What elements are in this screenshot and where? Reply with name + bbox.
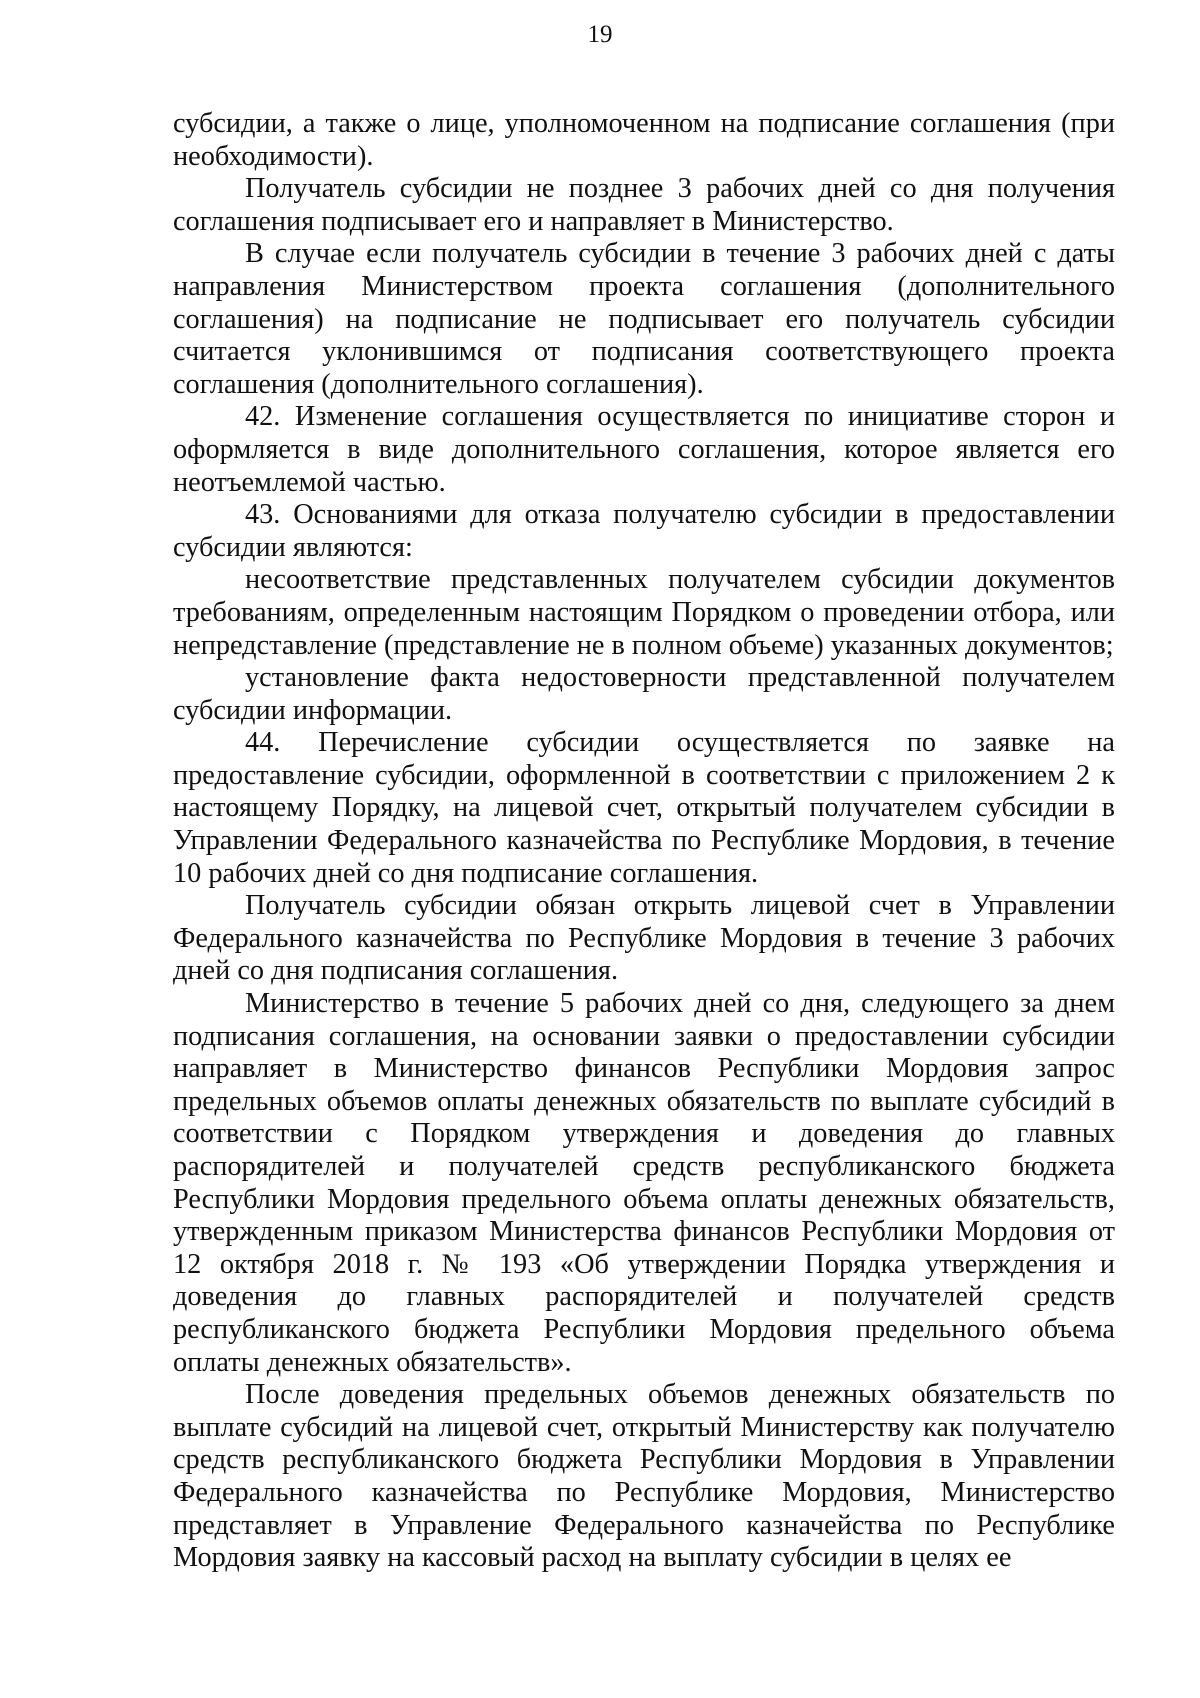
paragraph-open-account: Получатель субсидии обязан открыть лицевой счет в Управлении Федерального казначейства по Республике Мордовия в течение 3 рабочих дней со дня подписания соглашения. <box>173 890 1115 987</box>
paragraph-subsidy-signatory: субсидии, а также о лице, уполномоченном на подписание соглашения (при необходимости). <box>173 108 1115 172</box>
paragraph-clause-43: 43. Основаниями для отказа получателю субсидии в предоставлении субсидии являются: <box>173 499 1115 563</box>
paragraph-cash-expense-request: После доведения предельных объемов денежных обязательств по выплате субсидий на лицевой счет, открытый Министерству как получателю средств республиканского бюджета Республики Мордовия в Управлении Федерального казначейства по Республике Мордовия, Министерство представляет в Управление Федерального казначейства по Республике Мордовия заявку на кассовый расход на выплату субсидии в целях ее <box>173 1379 1115 1574</box>
page-number: 19 <box>587 21 613 48</box>
paragraph-refusal-reason-2: установление факта недостоверности представленной получателем субсидии информации. <box>173 662 1115 726</box>
paragraph-clause-44: 44. Перечисление субсидии осуществляется по заявке на предоставление субсидии, оформленной в соответствии с приложением 2 к настоящему Порядку, на лицевой счет, открытый получателем субсидии в Управлении Федерального казначейства по Республике Мордовия, в течение 10 рабочих дней со дня подписание соглашения. <box>173 727 1115 889</box>
paragraph-ministry-request: Министерство в течение 5 рабочих дней со дня, следующего за днем подписания соглашения, на основании заявки о предоставлении субсидии направляет в Министерство финансов Республики Мордовия запрос предельных объемов оплаты денежных обязательств по выплате субсидий в соответствии с Порядком утверждения и доведения до главных распорядителей и получателей средств республиканского бюджета Республики Мордовия предельного объема оплаты денежных обязательств, утвержденным приказом Министерства финансов Республики Мордовия от 12 октября 2018 г. № 193 «Об утверждении Порядка утверждения и доведения до главных распорядителей и получателей средств республиканского бюджета Республики Мордовия предельного объема оплаты денежных обязательств». <box>173 988 1115 1378</box>
paragraph-clause-42: 42. Изменение соглашения осуществляется по инициативе сторон и оформляется в виде дополнительного соглашения, которое является его неотъемлемой частью. <box>173 401 1115 498</box>
paragraph-evasion: В случае если получатель субсидии в течение 3 рабочих дней с даты направления Министерством проекта соглашения (дополнительного соглашения) на подписание не подписывает его получатель субсидии считается уклонившимся от подписания соответствующего проекта соглашения (дополнительного соглашения). <box>173 238 1115 400</box>
document-body <box>173 108 1115 1575</box>
paragraph-refusal-reason-1: несоответствие представленных получателем субсидии документов требованиям, определенным настоящим Порядком о проведении отбора, или непредставление (представление не в полном объеме) указанных документов; <box>173 564 1115 661</box>
paragraph-recipient-signs: Получатель субсидии не позднее 3 рабочих дней со дня получения соглашения подписывает его и направляет в Министерство. <box>173 173 1115 237</box>
